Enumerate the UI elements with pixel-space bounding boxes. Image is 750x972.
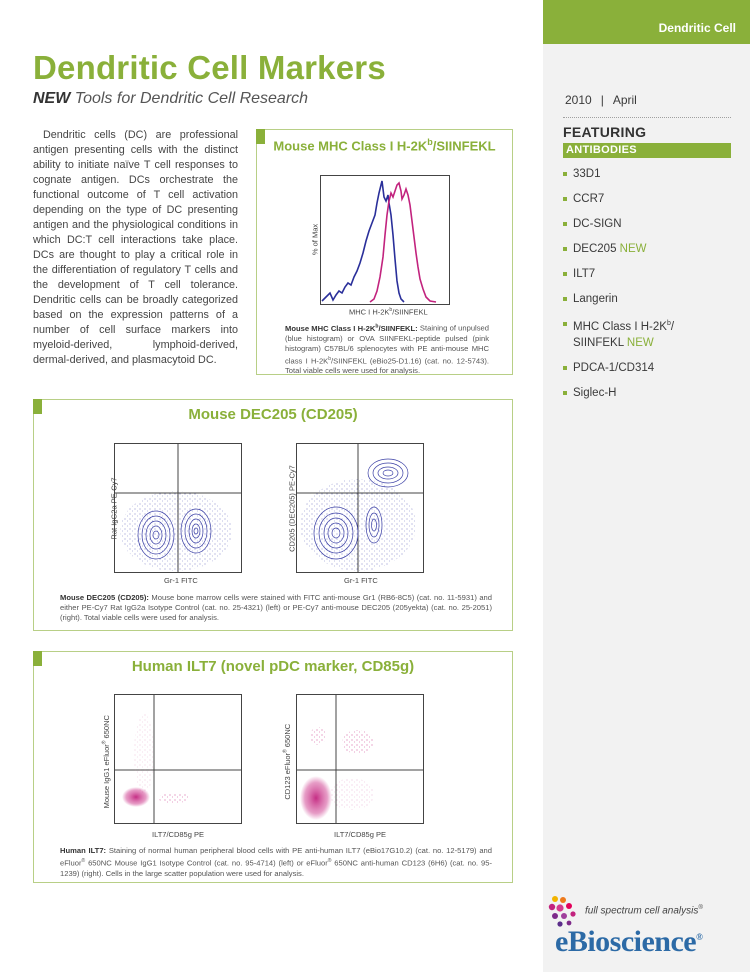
- y-label-part: 650NC: [101, 715, 111, 741]
- caption-text: Mouse bone marrow cells were stained with FITC anti-mouse Gr1 (RB6-8C5) (cat. no. 11-5931) and either PE-Cy7 Rat IgG2a Isotype Control (cat. no. 25-4321) (left) or PE-Cy7 anti-mouse DEC205 (205yekta) (cat. no. 25-2051) (right). Total viable cells were used for analysis.: [60, 593, 492, 622]
- issue-date: [565, 93, 637, 107]
- featured-item-dc-sign[interactable]: [563, 216, 731, 232]
- y-label-sup: ®: [282, 749, 289, 753]
- sidebar-header: [543, 0, 750, 44]
- caption-sup: ®: [81, 858, 86, 864]
- tagline-text: full spectrum cell analysis: [585, 905, 699, 917]
- dec205-caption: [60, 593, 492, 623]
- issue-month: April: [612, 93, 637, 107]
- issue-year: 2010: [565, 93, 592, 107]
- featured-item-label: PDCA-1/CD314: [573, 361, 655, 374]
- y-label-part: CD123 eFluor: [282, 752, 292, 800]
- featured-item-dec205[interactable]: [563, 241, 731, 257]
- page-subtitle: [33, 90, 308, 108]
- caption-sup: ®: [327, 858, 332, 864]
- caption-text: Staining of normal human peripheral blood cells with PE anti-human ILT7 (eBio17G10.2) (cat. no. 12-5179) and eFluor: [60, 846, 493, 868]
- featured-item-siglec-h[interactable]: [563, 385, 731, 401]
- x-axis-label-part: MHC I H-2K: [349, 307, 390, 317]
- featured-item-langerin[interactable]: [563, 291, 731, 307]
- ilt-right-x-axis-label: ILT7/CD85g PE: [334, 830, 386, 839]
- ilt7-caption: [60, 846, 492, 879]
- featured-item-label: MHC Class I H-2K: [573, 320, 667, 333]
- caption-bold-sup: b: [375, 323, 379, 329]
- event-scatter: [300, 479, 416, 571]
- featured-item-label-line2: SIINFEKL: [573, 336, 624, 349]
- antibodies-bar: [563, 143, 731, 158]
- panel-title: [257, 137, 512, 153]
- mhc-x-axis-label: [349, 307, 428, 317]
- bullet-icon: [563, 197, 567, 201]
- featured-item-label: DC-SIGN: [573, 218, 622, 230]
- panel-title: Human ILT7 (novel pDC marker, CD85g): [131, 658, 415, 675]
- new-badge: NEW: [619, 243, 647, 255]
- brand-tagline: [585, 905, 703, 916]
- featured-item-label: 33D1: [573, 168, 601, 180]
- caption-bold: Human ILT7:: [60, 846, 107, 855]
- y-label-part: Mouse IgG1 eFluor: [101, 744, 111, 809]
- event-scatter: [120, 491, 232, 571]
- bullet-icon: [563, 247, 567, 251]
- y-label-sup: ®: [101, 740, 108, 745]
- featured-item-33d1[interactable]: [563, 166, 731, 182]
- caption-text: Staining of unpulsed (blue histogram) or OVA SIINFEKL-peptide pulsed (pink histogram) C57BL/6 splenocytes with PE anti-mouse MHC class I H-2K: [285, 323, 489, 366]
- dec205-left-contour-plot: [114, 443, 242, 573]
- bullet-icon: [563, 272, 567, 276]
- ilt7-right-scatter-plot: [296, 694, 424, 824]
- cluster-negative: [300, 776, 332, 820]
- mhc-caption: [285, 321, 489, 376]
- sidebar-divider: [563, 117, 731, 118]
- featured-item-pdca-1[interactable]: [563, 360, 731, 376]
- brand-text: eBioscience: [555, 925, 697, 958]
- sidebar: [543, 0, 750, 972]
- new-badge: NEW: [626, 336, 654, 349]
- tagline-sup: ®: [698, 905, 703, 911]
- featured-item-ccr7[interactable]: [563, 191, 731, 207]
- caption-bold-part: /SIINFEKL:: [378, 323, 418, 333]
- dec-left-y-axis-label: Rat IgG2a PE-Cy7: [109, 477, 119, 540]
- x-axis-label-sup: b: [389, 307, 393, 313]
- caption-sup: b: [328, 355, 332, 362]
- dec205-right-contour-plot: [296, 443, 424, 573]
- x-axis-label-part: /SIINFEKL: [392, 307, 428, 317]
- scatter-sparse: [330, 778, 374, 810]
- ilt-right-y-axis-label: [282, 717, 292, 807]
- bullet-icon: [563, 322, 567, 326]
- bullet-icon: [563, 172, 567, 176]
- ilt-left-y-axis-label: [101, 707, 111, 817]
- page-title: Dendritic Cell Markers: [33, 49, 386, 86]
- scatter-sparse: [134, 714, 154, 794]
- mhc-histogram-chart: [320, 175, 450, 305]
- antibodies-label: ANTIBODIES: [566, 144, 637, 156]
- mhc-y-axis-label: % of Max: [310, 223, 320, 256]
- panel-title: Mouse DEC205 (CD205): [188, 406, 358, 423]
- featured-item-label: CCR7: [573, 193, 605, 205]
- caption-bold-part: Mouse MHC Class I H-2K: [285, 323, 376, 333]
- subtitle-rest: Tools for Dendritic Cell Research: [70, 90, 309, 107]
- panel-title-sup: b: [427, 137, 433, 147]
- cluster-pdc-double-positive: [342, 730, 374, 754]
- dec-right-x-axis-label: Gr-1 FITC: [344, 576, 378, 585]
- panel-title-part: Mouse MHC Class I H-2K: [273, 138, 428, 154]
- ebioscience-logo-wordmark: [555, 925, 702, 959]
- issue-separator: |: [600, 93, 604, 107]
- panel-ilt7: [33, 651, 513, 883]
- bullet-icon: [563, 366, 567, 370]
- panel-mhc-siinfekl: [256, 129, 513, 375]
- caption-bold: Mouse DEC205 (CD205):: [60, 593, 149, 602]
- cluster-ilt7-positive: [158, 793, 190, 803]
- bullet-icon: [563, 297, 567, 301]
- caption-bold: [285, 324, 418, 333]
- featured-item-label: Langerin: [573, 293, 618, 305]
- bullet-icon: [563, 391, 567, 395]
- ilt7-left-scatter-plot: [114, 694, 242, 824]
- caption-text: /SIINFEKL (eBio25-D1.16) (cat. no. 12-5743). Total viable cells were used for analysis.: [285, 356, 490, 376]
- bullet-icon: [563, 222, 567, 226]
- featured-item-sup: b: [666, 320, 671, 327]
- featured-item-label: DEC205: [573, 243, 617, 255]
- featured-item-label-slash: /: [670, 320, 675, 333]
- featured-item-label: ILT7: [573, 268, 596, 280]
- y-label-part: 650NC: [282, 723, 292, 750]
- featured-item-ilt7[interactable]: [563, 266, 731, 282]
- cluster-cd123-positive: [310, 727, 326, 745]
- panel-title-part: /SIINFEKL: [432, 138, 496, 154]
- featured-item-mhc-class-i[interactable]: [563, 316, 731, 351]
- featured-antibody-list: [563, 166, 731, 410]
- caption-text: 650NC anti-human CD123 (6H6) (cat. no. 95-1239) (right). Cells in the large scatter population were used for analysis.: [60, 858, 493, 878]
- featured-item-label: Siglec-H: [573, 386, 617, 399]
- dec-right-y-axis-label: CD205 (DEC205) PE-Cy7: [287, 465, 297, 552]
- intro-paragraph: Dendritic cells (DC) are professional antigen presenting cells with the distinct ability to initiate naïve T cell responses to cognate antigen. DCs orchestrate the functional outcome of T cell activation depending on the type of DC presenting antigen and the physiological conditions in which DC:T cell interactions take place. DCs are thought to play a critical role in the differentiation of regulatory T cells and the development of T cell tolerance. Dendritic cells can be broadly categorized based on the expression patterns of a number of cell surface markers into myeloid-derived, lymphoid-derived, dermal-derived, and plasmacytoid DC.: [33, 129, 238, 366]
- featuring-heading: FEATURING: [563, 124, 647, 140]
- caption-text: 650NC Mouse IgG1 Isotype Control (cat. no. 95-4714) (left) or eFluor: [85, 858, 328, 868]
- sidebar-header-text: Dendritic Cell: [658, 21, 736, 35]
- subtitle-new: NEW: [33, 90, 71, 107]
- brand-sup: ®: [696, 932, 703, 942]
- dec-left-x-axis-label: Gr-1 FITC: [164, 576, 198, 585]
- panel-dec205: [33, 399, 513, 631]
- ilt-left-x-axis-label: ILT7/CD85g PE: [152, 830, 204, 839]
